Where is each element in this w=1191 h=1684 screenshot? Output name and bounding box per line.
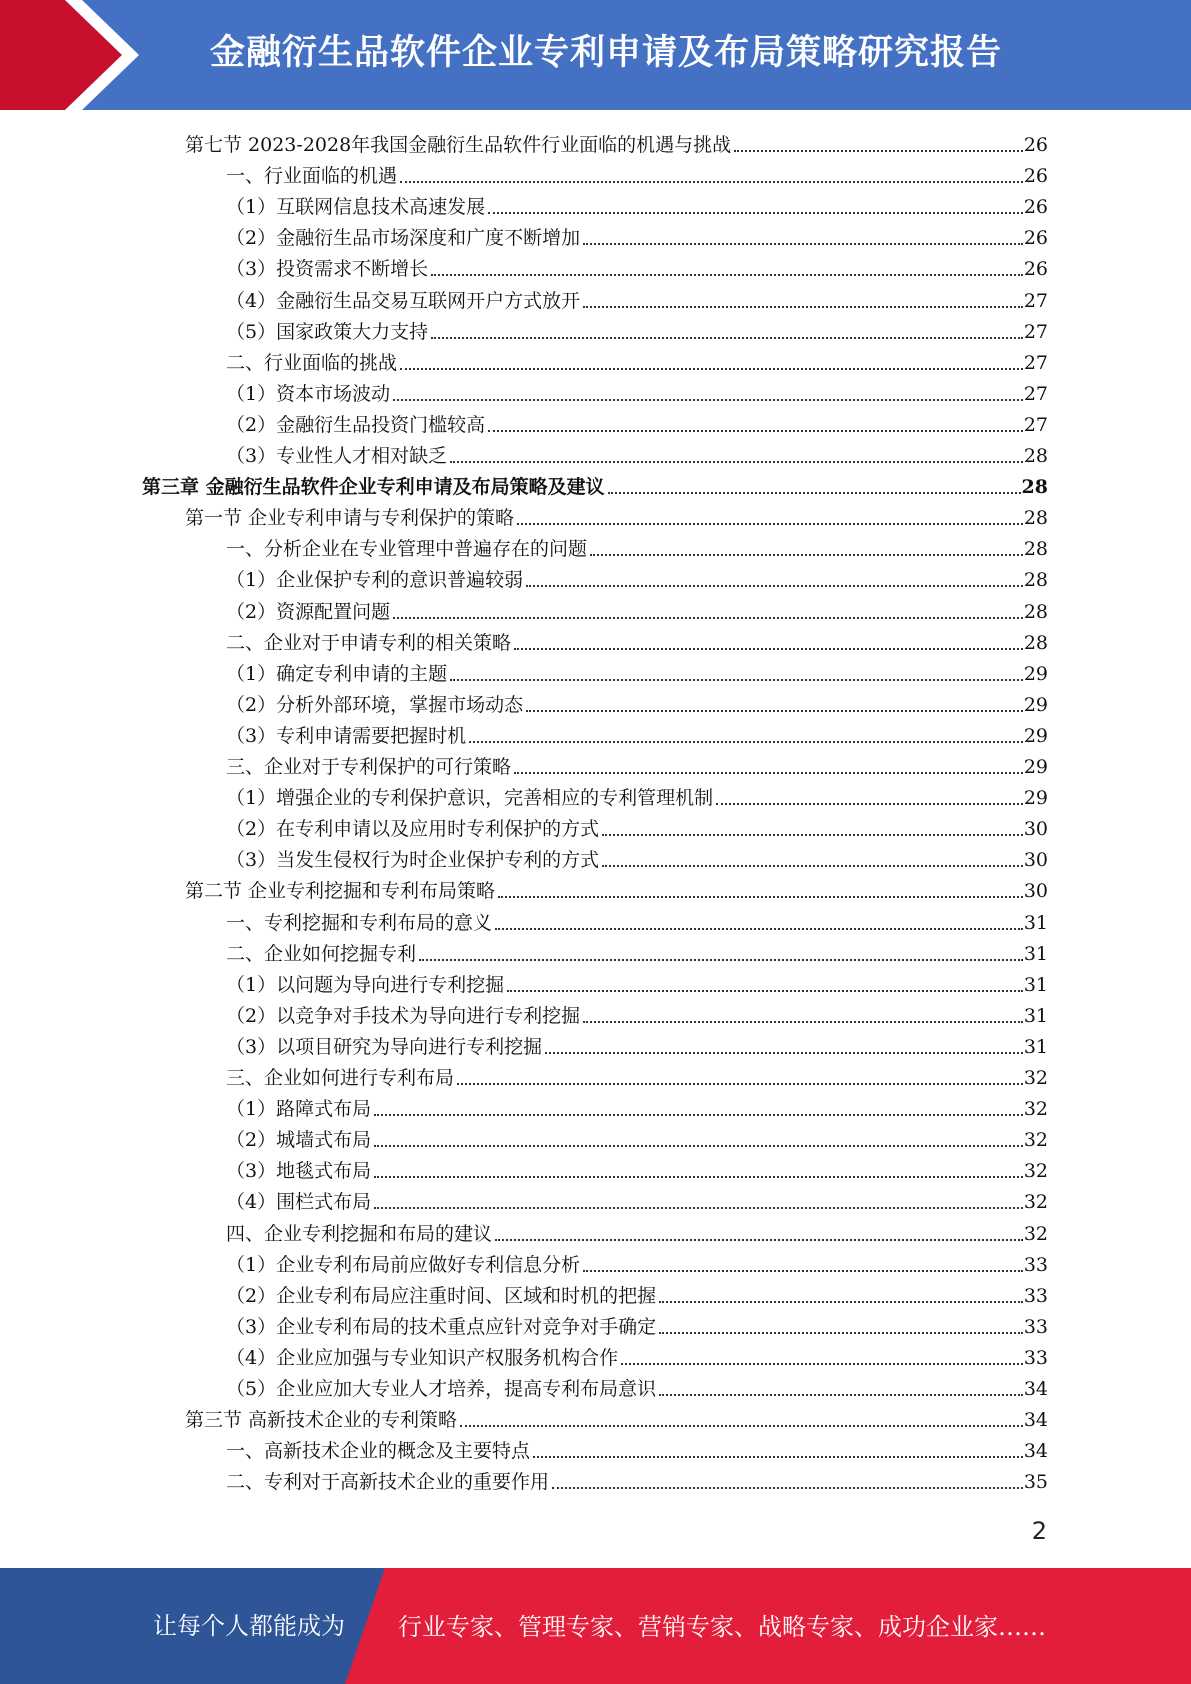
toc-entry-title: （1）确定专利申请的主题 (226, 663, 448, 685)
toc-entry-page-number: 33 (1023, 1254, 1048, 1276)
toc-entry-title: （3）当发生侵权行为时企业保护专利的方式 (226, 849, 600, 871)
page-number: 2 (1031, 1517, 1047, 1545)
toc-entry-title: （4）围栏式布局 (226, 1191, 372, 1213)
toc-entry[interactable] (185, 873, 1048, 904)
toc-entry-title: （3）企业专利布局的技术重点应针对竞争对手确定 (226, 1316, 657, 1338)
toc-dot-leader (469, 741, 1023, 743)
toc-entry-title: 第一节 企业专利申请与专利保护的策略 (185, 507, 515, 529)
toc-entry[interactable] (226, 780, 1048, 811)
toc-entry-title: （4）企业应加强与专业知识产权服务机构合作 (226, 1347, 619, 1369)
toc-entry-title: 二、企业对于申请专利的相关策略 (226, 632, 512, 654)
toc-entry[interactable] (226, 811, 1048, 842)
toc-entry-page-number: 26 (1023, 134, 1048, 156)
toc-entry-page-number: 29 (1023, 725, 1048, 747)
toc-dot-leader (583, 243, 1023, 245)
toc-entry[interactable] (226, 531, 1048, 562)
toc-entry-page-number: 27 (1023, 383, 1048, 405)
toc-dot-leader (533, 1456, 1023, 1458)
toc-dot-leader (552, 1487, 1023, 1489)
toc-entry-page-number: 29 (1023, 787, 1048, 809)
toc-entry-title: 一、高新技术企业的概念及主要特点 (226, 1440, 531, 1462)
toc-dot-leader (431, 274, 1023, 276)
report-title: 金融衍生品软件企业专利申请及布局策略研究报告 (210, 33, 1003, 73)
toc-entry[interactable] (142, 469, 1048, 500)
toc-dot-leader (457, 1083, 1023, 1085)
toc-dot-leader (716, 803, 1023, 805)
toc-entry[interactable] (226, 905, 1048, 936)
toc-entry-page-number: 34 (1023, 1409, 1048, 1431)
toc-dot-leader (659, 1332, 1023, 1334)
toc-dot-leader (517, 523, 1023, 525)
toc-dot-leader (545, 1052, 1023, 1054)
toc-entry[interactable] (226, 1216, 1048, 1247)
toc-entry-page-number: 33 (1023, 1347, 1048, 1369)
toc-entry[interactable] (226, 718, 1048, 749)
toc-entry-title: （3）投资需求不断增长 (226, 258, 429, 280)
toc-entry-page-number: 29 (1023, 756, 1048, 778)
toc-entry-page-number: 30 (1023, 818, 1048, 840)
toc-entry-page-number: 30 (1023, 849, 1048, 871)
toc-entry-title: （2）以竞争对手技术为导向进行专利挖掘 (226, 1005, 581, 1027)
toc-dot-leader (734, 150, 1023, 152)
toc-dot-leader (608, 492, 1021, 494)
toc-entry-title: （2）在专利申请以及应用时专利保护的方式 (226, 818, 600, 840)
toc-entry-title: 三、企业对于专利保护的可行策略 (226, 756, 512, 778)
toc-dot-leader (507, 990, 1023, 992)
toc-dot-leader (431, 337, 1023, 339)
toc-dot-leader (488, 430, 1023, 432)
toc-dot-leader (393, 617, 1023, 619)
toc-entry-page-number: 28 (1023, 601, 1048, 623)
toc-entry-page-number: 31 (1023, 1005, 1048, 1027)
toc-entry[interactable] (226, 1060, 1048, 1091)
toc-entry-title: 第三章 金融衍生品软件企业专利申请及布局策略及建议 (142, 476, 605, 498)
toc-entry-title: （3）以项目研究为导向进行专利挖掘 (226, 1036, 543, 1058)
toc-entry-page-number: 34 (1023, 1378, 1048, 1400)
toc-entry[interactable] (226, 345, 1048, 376)
toc-entry-title: 第三节 高新技术企业的专利策略 (185, 1409, 458, 1431)
toc-entry-title: 二、行业面临的挑战 (226, 352, 398, 374)
toc-entry-page-number: 27 (1023, 290, 1048, 312)
toc-entry-title: 二、企业如何挖掘专利 (226, 943, 417, 965)
toc-entry[interactable] (226, 376, 1048, 407)
toc-entry-title: 一、行业面临的机遇 (226, 165, 398, 187)
toc-entry-page-number: 29 (1023, 663, 1048, 685)
toc-entry-title: （2）资源配置问题 (226, 601, 391, 623)
toc-entry[interactable] (185, 127, 1048, 158)
toc-entry-page-number: 30 (1023, 880, 1048, 902)
toc-dot-leader (498, 896, 1023, 898)
toc-entry[interactable] (226, 1340, 1048, 1371)
toc-entry-title: （2）金融衍生品投资门槛较高 (226, 414, 486, 436)
toc-entry[interactable] (226, 687, 1048, 718)
toc-dot-leader (495, 928, 1023, 930)
toc-entry-title: 一、分析企业在专业管理中普遍存在的问题 (226, 538, 588, 560)
toc-dot-leader (621, 1363, 1023, 1365)
toc-entry[interactable] (226, 1091, 1048, 1122)
toc-entry[interactable] (226, 1184, 1048, 1215)
toc-entry-page-number: 32 (1023, 1067, 1048, 1089)
toc-entry-page-number: 28 (1023, 445, 1048, 467)
toc-entry-title: （1）以问题为导向进行专利挖掘 (226, 974, 505, 996)
toc-entry-title: 四、企业专利挖掘和布局的建议 (226, 1223, 493, 1245)
toc-entry-title: （1）企业专利布局前应做好专利信息分析 (226, 1254, 581, 1276)
toc-dot-leader (526, 710, 1023, 712)
toc-entry-page-number: 31 (1023, 1036, 1048, 1058)
toc-entry[interactable] (226, 251, 1048, 282)
toc-entry-title: （5）企业应加大专业人才培养，提高专利布局意识 (226, 1378, 657, 1400)
toc-dot-leader (602, 834, 1023, 836)
toc-entry-page-number: 35 (1023, 1471, 1048, 1493)
toc-entry-title: 二、专利对于高新技术企业的重要作用 (226, 1471, 550, 1493)
toc-entry[interactable] (226, 656, 1048, 687)
toc-entry-title: 三、企业如何进行专利布局 (226, 1067, 455, 1089)
toc-entry-page-number: 28 (1023, 507, 1048, 529)
toc-entry-title: 第七节 2023-2028年我国金融衍生品软件行业面临的机遇与挑战 (185, 134, 732, 156)
toc-entry-page-number: 31 (1023, 974, 1048, 996)
toc-entry-title: （2）城墙式布局 (226, 1129, 372, 1151)
toc-dot-leader (583, 1021, 1023, 1023)
toc-entry-title: （4）金融衍生品交易互联网开户方式放开 (226, 290, 581, 312)
toc-entry-title: 第二节 企业专利挖掘和专利布局策略 (185, 880, 496, 902)
toc-dot-leader (583, 306, 1023, 308)
toc-entry[interactable] (226, 1433, 1048, 1464)
toc-entry-page-number: 27 (1023, 414, 1048, 436)
toc-dot-leader (374, 1145, 1023, 1147)
toc-entry[interactable] (185, 500, 1048, 531)
toc-dot-leader (400, 368, 1023, 370)
toc-entry-page-number: 32 (1023, 1160, 1048, 1182)
toc-dot-leader (374, 1207, 1023, 1209)
page-footer (0, 1568, 1191, 1684)
toc-dot-leader (450, 679, 1023, 681)
toc-dot-leader (374, 1176, 1023, 1178)
toc-entry-page-number: 32 (1023, 1098, 1048, 1120)
toc-entry[interactable] (226, 1464, 1048, 1495)
toc-entry[interactable] (226, 562, 1048, 593)
toc-entry[interactable] (226, 1153, 1048, 1184)
toc-entry-page-number: 34 (1023, 1440, 1048, 1462)
toc-entry[interactable] (226, 998, 1048, 1029)
toc-entry-title: （1）互联网信息技术高速发展 (226, 196, 486, 218)
toc-entry[interactable] (226, 967, 1048, 998)
toc-entry-page-number: 26 (1023, 227, 1048, 249)
toc-entry-page-number: 32 (1023, 1191, 1048, 1213)
toc-entry[interactable] (185, 1402, 1048, 1433)
toc-dot-leader (514, 648, 1023, 650)
toc-entry-title: 一、专利挖掘和专利布局的意义 (226, 912, 493, 934)
toc-entry[interactable] (226, 936, 1048, 967)
toc-entry-page-number: 31 (1023, 943, 1048, 965)
toc-dot-leader (393, 399, 1023, 401)
toc-entry[interactable] (226, 842, 1048, 873)
page-header (0, 0, 1191, 110)
toc-entry-page-number: 32 (1023, 1129, 1048, 1151)
toc-dot-leader (583, 1270, 1023, 1272)
footer-slogan-lead: 让每个人都能成为 (153, 1612, 345, 1640)
toc-entry-title: （2）金融衍生品市场深度和广度不断增加 (226, 227, 581, 249)
toc-entry[interactable] (226, 1371, 1048, 1402)
toc-entry-page-number: 33 (1023, 1285, 1048, 1307)
toc-entry[interactable] (226, 749, 1048, 780)
toc-dot-leader (514, 772, 1023, 774)
toc-entry[interactable] (226, 625, 1048, 656)
toc-entry-page-number: 31 (1023, 912, 1048, 934)
toc-entry-page-number: 28 (1021, 476, 1048, 498)
toc-entry[interactable] (226, 594, 1048, 625)
toc-entry[interactable] (226, 1278, 1048, 1309)
toc-entry[interactable] (226, 1122, 1048, 1153)
footer-slogan-roles: 行业专家、管理专家、营销专家、战略专家、成功企业家…… (398, 1613, 1046, 1641)
toc-entry-page-number: 28 (1023, 632, 1048, 654)
toc-entry-page-number: 27 (1023, 352, 1048, 374)
toc-dot-leader (419, 959, 1023, 961)
toc-entry-title: （1）路障式布局 (226, 1098, 372, 1120)
toc-dot-leader (526, 585, 1023, 587)
toc-dot-leader (488, 212, 1023, 214)
toc-entry-page-number: 26 (1023, 196, 1048, 218)
toc-entry[interactable] (226, 1029, 1048, 1060)
toc-entry[interactable] (226, 1247, 1048, 1278)
toc-entry-title: （3）专业性人才相对缺乏 (226, 445, 448, 467)
toc-dot-leader (400, 181, 1023, 183)
toc-entry[interactable] (226, 220, 1048, 251)
toc-entry-page-number: 26 (1023, 165, 1048, 187)
toc-entry-page-number: 29 (1023, 694, 1048, 716)
toc-entry-title: （1）增强企业的专利保护意识，完善相应的专利管理机制 (226, 787, 714, 809)
toc-entry[interactable] (226, 407, 1048, 438)
toc-entry[interactable] (226, 1309, 1048, 1340)
toc-entry-title: （2）企业专利布局应注重时间、区域和时机的把握 (226, 1285, 657, 1307)
toc-dot-leader (450, 461, 1023, 463)
toc-entry-page-number: 32 (1023, 1223, 1048, 1245)
toc-entry[interactable] (226, 438, 1048, 469)
toc-dot-leader (374, 1114, 1023, 1116)
toc-entry[interactable] (226, 189, 1048, 220)
toc-entry-title: （3）地毯式布局 (226, 1160, 372, 1182)
toc-entry-page-number: 28 (1023, 569, 1048, 591)
toc-entry[interactable] (226, 158, 1048, 189)
toc-dot-leader (495, 1239, 1023, 1241)
toc-dot-leader (659, 1394, 1023, 1396)
toc-dot-leader (659, 1301, 1023, 1303)
toc-entry-page-number: 33 (1023, 1316, 1048, 1338)
toc-entry[interactable] (226, 314, 1048, 345)
toc-entry-title: （5）国家政策大力支持 (226, 321, 429, 343)
toc-dot-leader (460, 1425, 1023, 1427)
toc-dot-leader (590, 554, 1023, 556)
toc-entry-title: （1）企业保护专利的意识普遍较弱 (226, 569, 524, 591)
toc-entry-page-number: 28 (1023, 538, 1048, 560)
toc-entry-title: （2）分析外部环境，掌握市场动态 (226, 694, 524, 716)
toc-entry-page-number: 26 (1023, 258, 1048, 280)
toc-entry-title: （3）专利申请需要把握时机 (226, 725, 467, 747)
toc-entry[interactable] (226, 283, 1048, 314)
toc-entry-title: （1）资本市场波动 (226, 383, 391, 405)
header-chevron-decoration (0, 0, 160, 110)
toc-entry-page-number: 27 (1023, 321, 1048, 343)
toc-dot-leader (602, 865, 1023, 867)
